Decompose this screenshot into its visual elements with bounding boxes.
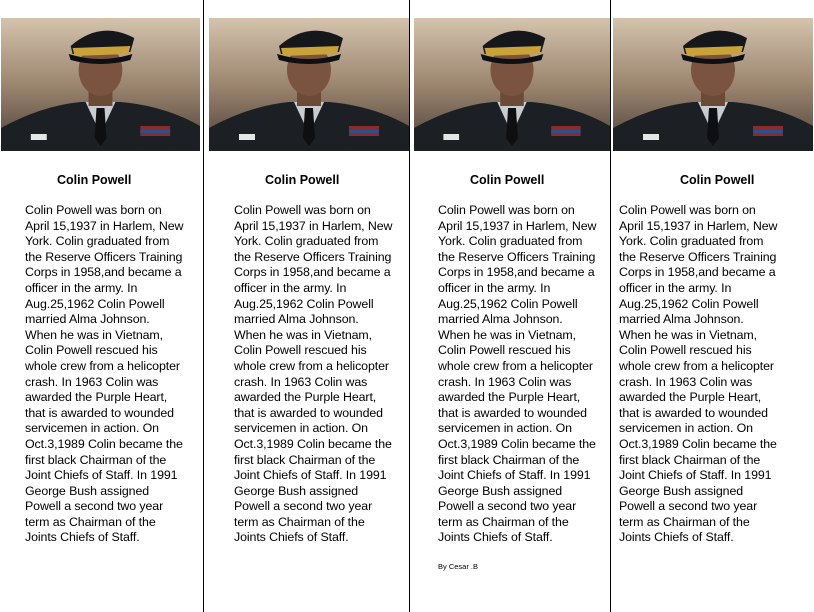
bookmark-card-3	[410, 0, 610, 612]
bookmark-card-2	[204, 0, 409, 612]
biography-text: Colin Powell was born on April 15,1937 in Harlem, New York. Colin graduated from the Reserve Officers Training Corps in 1958,and became a officer in the army. In Aug.25,1962 Colin Powell married Alma Johnson. When he was in Vietnam, Colin Powell rescued his whole crew from a helicopter crash. In 1963 Colin was awarded the Purple Heart, that is awarded to wounded servicemen in action. On Oct.3,1989 Colin became the first black Chairman of the Joint Chiefs of Staff. In 1991 George Bush assigned Powell a second two year term as Chairman of the Joints Chiefs of Staff.	[234, 203, 393, 545]
card-title: Colin Powell	[265, 173, 340, 187]
card-title: Colin Powell	[470, 173, 545, 187]
bookmark-card-4	[611, 0, 814, 612]
author-credit: By Cesar .B	[438, 562, 479, 571]
portrait-image	[209, 18, 409, 151]
portrait-image	[1, 18, 200, 151]
portrait-image	[414, 18, 610, 151]
bookmark-card-1	[0, 0, 203, 612]
card-title: Colin Powell	[57, 173, 132, 187]
card-title: Colin Powell	[680, 173, 755, 187]
biography-text: Colin Powell was born on April 15,1937 in Harlem, New York. Colin graduated from the Reserve Officers Training Corps in 1958,and became a officer in the army. In Aug.25,1962 Colin Powell married Alma Johnson. When he was in Vietnam, Colin Powell rescued his whole crew from a helicopter crash. In 1963 Colin was awarded the Purple Heart, that is awarded to wounded servicemen in action. On Oct.3,1989 Colin became the first black Chairman of the Joint Chiefs of Staff. In 1991 George Bush assigned Powell a second two year term as Chairman of the Joints Chiefs of Staff.	[438, 203, 597, 545]
biography-text: Colin Powell was born on April 15,1937 in Harlem, New York. Colin graduated from the Reserve Officers Training Corps in 1958,and became a officer in the army. In Aug.25,1962 Colin Powell married Alma Johnson. When he was in Vietnam, Colin Powell rescued his whole crew from a helicopter crash. In 1963 Colin was awarded the Purple Heart, that is awarded to wounded servicemen in action. On Oct.3,1989 Colin became the first black Chairman of the Joint Chiefs of Staff. In 1991 George Bush assigned Powell a second two year term as Chairman of the Joints Chiefs of Staff.	[25, 203, 184, 545]
portrait-image	[613, 18, 813, 151]
biography-text: Colin Powell was born on April 15,1937 in Harlem, New York. Colin graduated from the Reserve Officers Training Corps in 1958,and became a officer in the army. In Aug.25,1962 Colin Powell married Alma Johnson. When he was in Vietnam, Colin Powell rescued his whole crew from a helicopter crash. In 1963 Colin was awarded the Purple Heart, that is awarded to wounded servicemen in action. On Oct.3,1989 Colin became the first black Chairman of the Joint Chiefs of Staff. In 1991 George Bush assigned Powell a second two year term as Chairman of the Joints Chiefs of Staff.	[619, 203, 778, 545]
